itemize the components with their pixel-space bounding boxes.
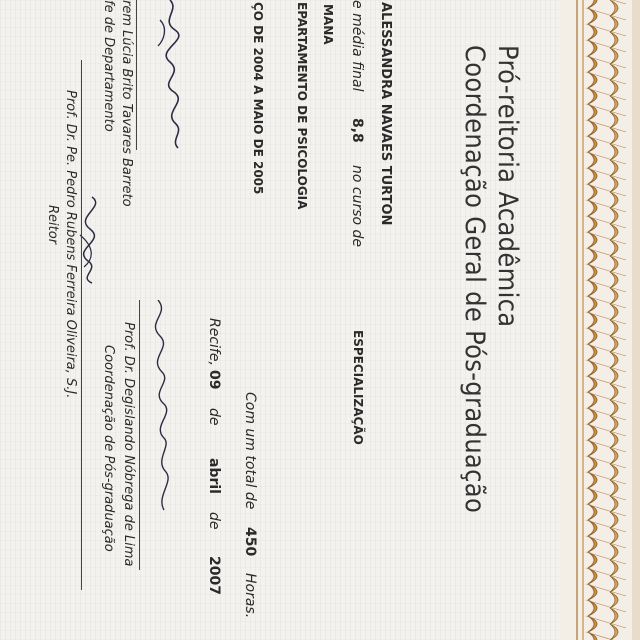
- date-year: 2007: [206, 556, 222, 595]
- hours-unit: Horas.: [242, 573, 258, 619]
- student-name: ALESSANDRA NAVAES TURTON: [378, 2, 393, 226]
- period: ÇO DE 2004 A MAIO DE 2005: [251, 2, 265, 195]
- grade-label: e média final: [349, 0, 365, 92]
- dept-head-role: fe de Departamento: [101, 0, 116, 132]
- line-mana: MANA: [321, 4, 335, 45]
- dept-head-name: rem Lúcia Brito Tavares Barreto: [119, 0, 134, 207]
- coordinator-name: Prof. Dr. Degislando Nóbrega de Lima: [121, 322, 136, 567]
- department: EPARTAMENTO DE PSICOLOGIA: [295, 2, 309, 210]
- dept-head-signature: [140, 0, 200, 150]
- ornamental-border: [560, 0, 640, 640]
- coordinator-signature: [138, 300, 178, 520]
- date-de-1: de: [206, 408, 222, 426]
- header-line-1: Pró-reitoria Acadêmica: [492, 45, 523, 328]
- course-type: ESPECIALIZAÇÃO: [351, 330, 365, 445]
- total-label: Com um total de: [242, 392, 258, 510]
- rector-name: Prof. Dr. Pe. Pedro Rubens Ferreira Oliveira, S.J.: [63, 90, 78, 399]
- date-day: 09: [206, 370, 222, 390]
- date-place: Recife,: [206, 318, 222, 366]
- grade-value: 8,8: [349, 118, 365, 143]
- course-prefix: no curso de: [349, 165, 365, 248]
- coordinator-signature-line: [139, 300, 140, 570]
- rector-role: Reitor: [45, 205, 60, 245]
- header-line-2: Coordenação Geral de Pós-graduação: [459, 45, 490, 514]
- date-month: abril: [206, 458, 222, 494]
- rector-signature-line: [81, 60, 82, 590]
- dept-signature-line: [136, 0, 137, 150]
- date-de-2: de: [206, 512, 222, 530]
- coordinator-role: Coordenação de Pós-graduação: [101, 345, 116, 552]
- total-hours: 450: [242, 527, 258, 557]
